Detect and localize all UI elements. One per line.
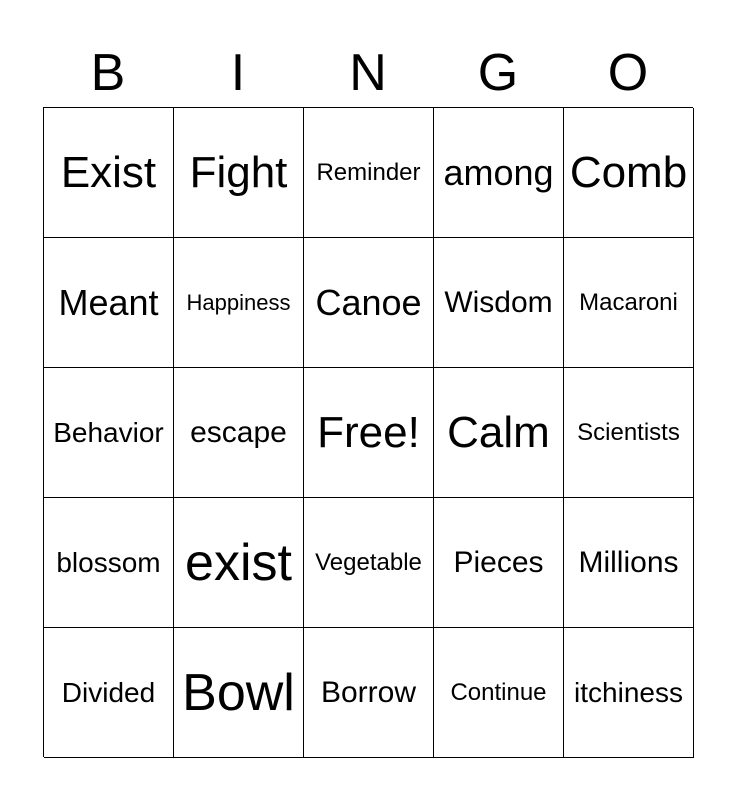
bingo-cell[interactable]: Fight <box>174 108 304 238</box>
header-letter-o: O <box>607 44 649 102</box>
bingo-cell[interactable]: Macaroni <box>564 238 694 368</box>
bingo-card-grid <box>43 107 693 757</box>
bingo-cell[interactable]: blossom <box>44 498 174 628</box>
bingo-cell[interactable]: Reminder <box>304 108 434 238</box>
bingo-cell[interactable]: Comb <box>564 108 694 238</box>
bingo-cell[interactable]: Behavior <box>44 368 174 498</box>
bingo-cell[interactable]: Borrow <box>304 628 434 758</box>
bingo-cell[interactable]: Exist <box>44 108 174 238</box>
bingo-cell[interactable]: exist <box>174 498 304 628</box>
header-letter-i: I <box>230 44 246 102</box>
header-letter-g: G <box>477 44 519 102</box>
bingo-cell[interactable]: Scientists <box>564 368 694 498</box>
bingo-cell[interactable]: Divided <box>44 628 174 758</box>
header-letter-n: N <box>349 44 387 102</box>
bingo-cell[interactable]: Meant <box>44 238 174 368</box>
bingo-cell[interactable]: Millions <box>564 498 694 628</box>
bingo-header <box>43 40 693 106</box>
bingo-cell[interactable]: escape <box>174 368 304 498</box>
bingo-cell[interactable]: Vegetable <box>304 498 434 628</box>
bingo-cell[interactable]: among <box>434 108 564 238</box>
bingo-cell[interactable]: Calm <box>434 368 564 498</box>
bingo-cell[interactable]: Pieces <box>434 498 564 628</box>
free-space-cell[interactable]: Free! <box>304 368 434 498</box>
bingo-cell[interactable]: Continue <box>434 628 564 758</box>
bingo-cell[interactable]: Bowl <box>174 628 304 758</box>
bingo-cell[interactable]: Happiness <box>174 238 304 368</box>
bingo-cell[interactable]: itchiness <box>564 628 694 758</box>
header-letter-b: B <box>90 44 126 102</box>
bingo-cell[interactable]: Wisdom <box>434 238 564 368</box>
bingo-cell[interactable]: Canoe <box>304 238 434 368</box>
